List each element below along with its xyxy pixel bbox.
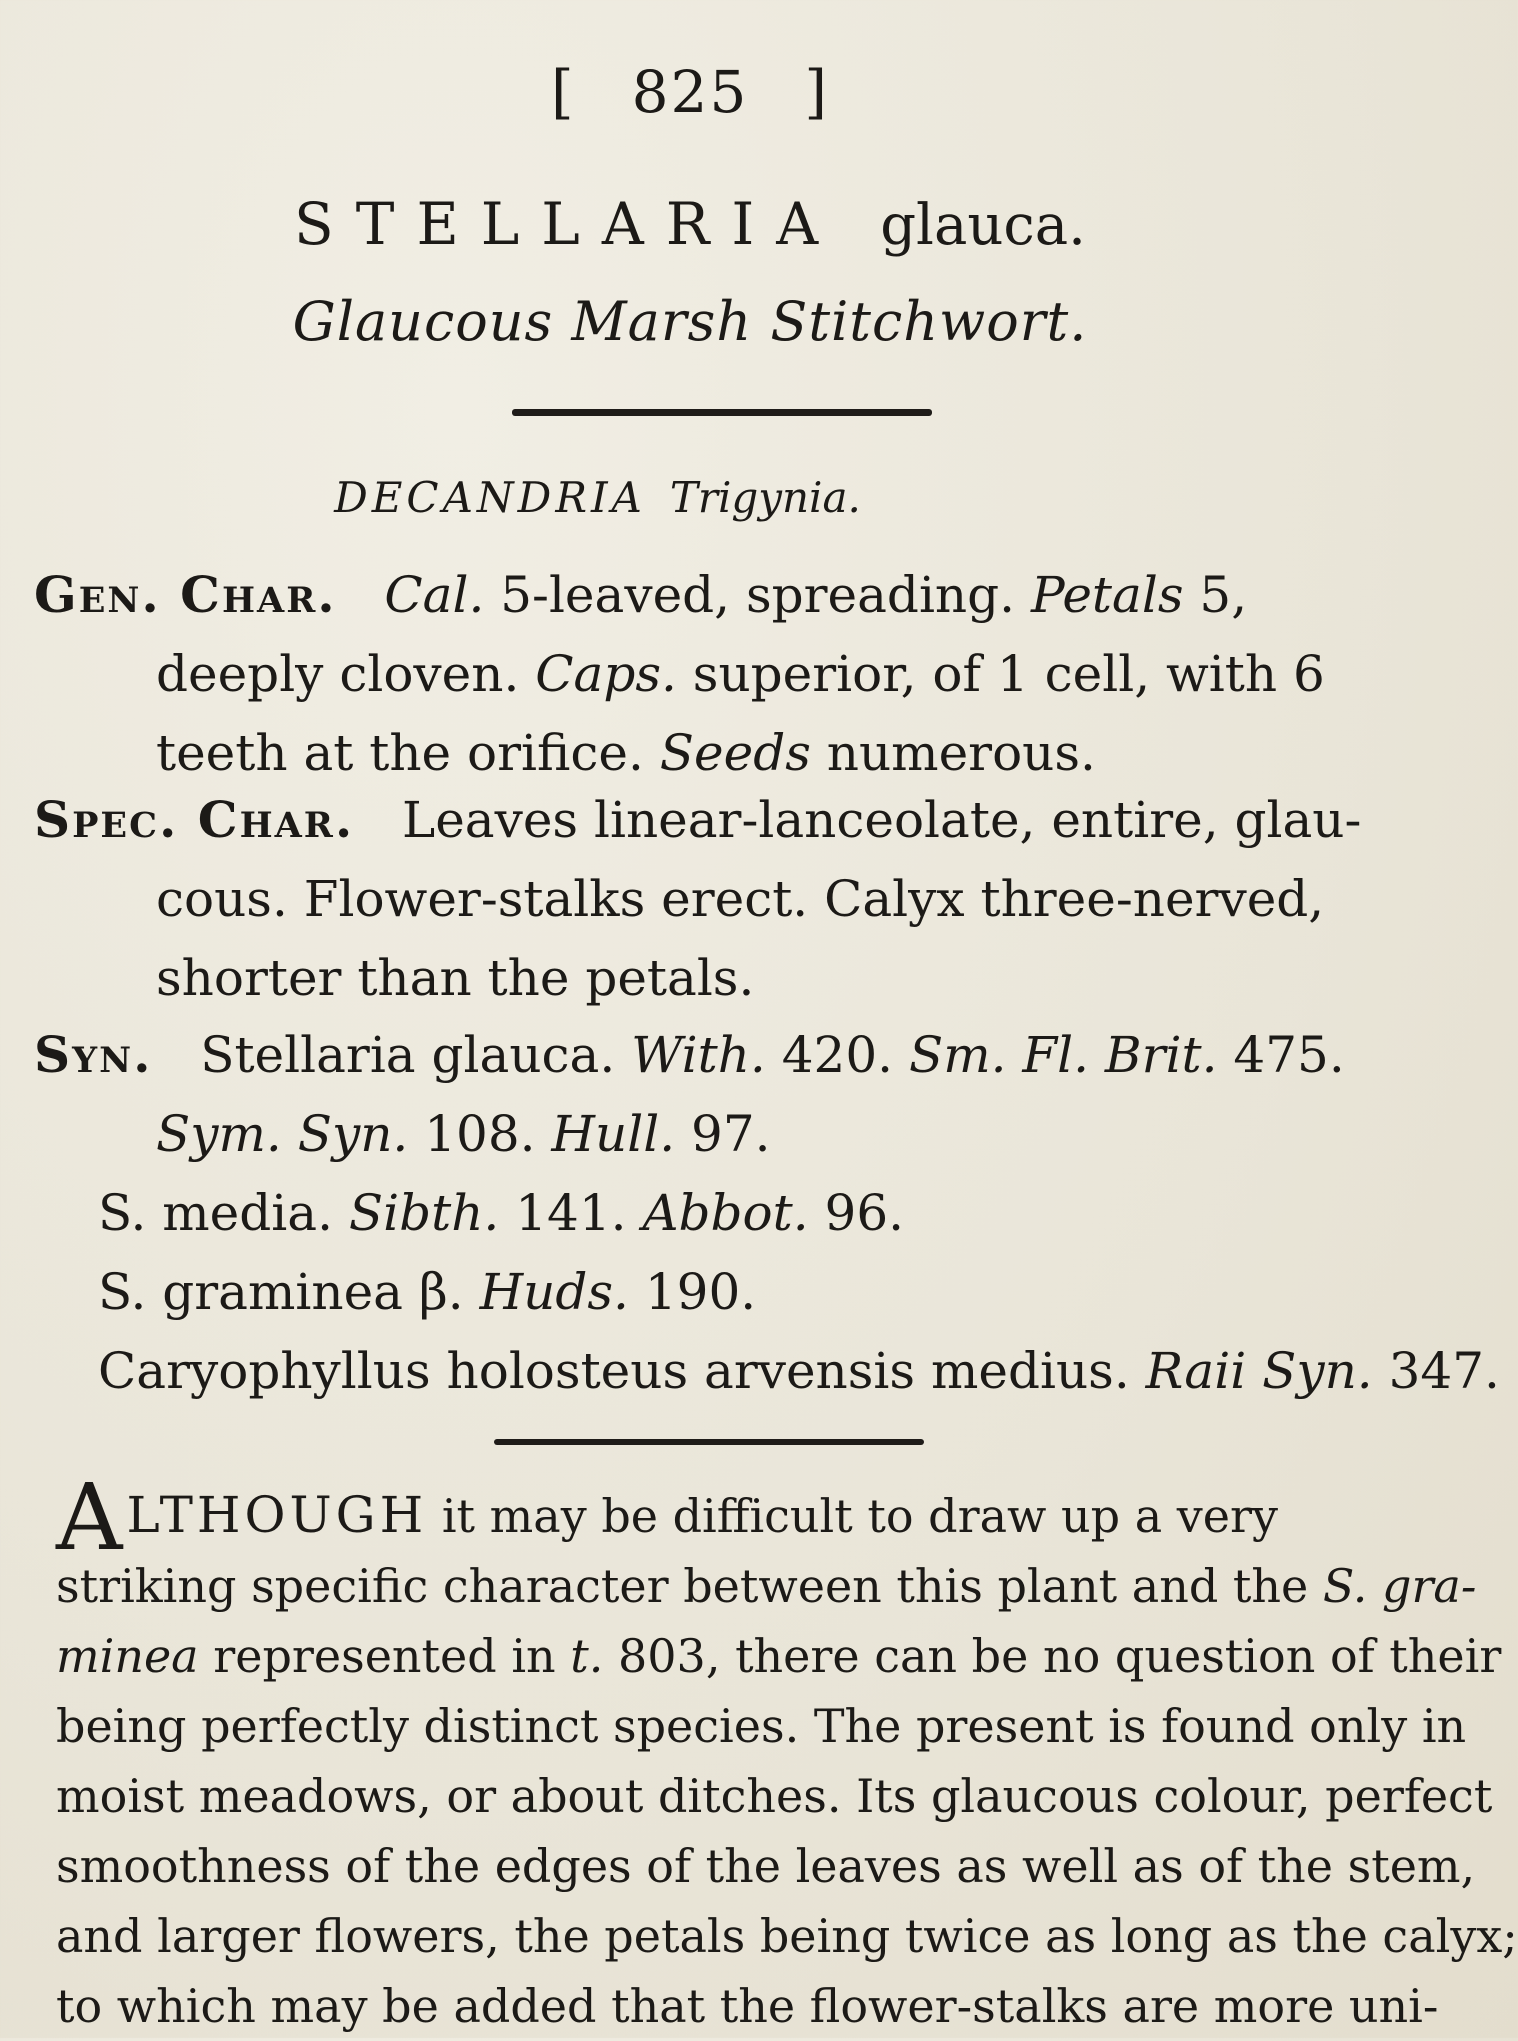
gen-char-line-3: teeth at the orifice. Seeds numerous.	[156, 724, 1096, 782]
specific-character	[34, 780, 1384, 1018]
body-line-5: moist meadows, or about ditches. Its glaucous colour, perfect	[56, 1769, 1493, 1823]
common-name: Glaucous Marsh Stitchwort.	[292, 290, 1088, 353]
gen-char-line-2: deeply cloven. Caps. superior, of 1 cell, with 6	[156, 645, 1325, 703]
species-epithet: glauca.	[880, 193, 1086, 258]
syn-label: Syn.	[34, 1025, 153, 1084]
page-number	[0, 58, 1380, 126]
body-line-6: smoothness of the edges of the leaves as well as of the stem,	[56, 1839, 1476, 1893]
description-text	[56, 1464, 1518, 2041]
spec-char-label: Spec. Char.	[34, 790, 355, 849]
synonyms	[34, 1015, 1500, 1411]
order-name: Trigynia.	[669, 473, 861, 522]
body-line-2: striking specific character between this plant and the S. gra-	[56, 1559, 1477, 1613]
generic-character	[34, 555, 1384, 793]
syn-line-2: Sym. Syn. 108. Hull. 97.	[156, 1105, 771, 1163]
gen-char-line-1: Gen. Char. Cal. 5-leaved, spreading. Petals 5,	[34, 565, 1248, 624]
gen-char-label: Gen. Char.	[34, 565, 337, 624]
class-name: DECANDRIA	[334, 473, 646, 522]
drop-cap: A	[56, 1464, 123, 1571]
syn-line-3: S. media. Sibth. 141. Abbot. 96.	[98, 1184, 905, 1242]
syn-line-5: Caryophyllus holosteus arvensis medius. Raii Syn. 347.	[98, 1342, 1500, 1400]
right-bracket: ]	[804, 58, 829, 126]
body-line-3: minea represented in t. 803, there can be no question of their	[56, 1629, 1502, 1683]
syn-line-4: S. graminea β. Huds. 190.	[98, 1263, 757, 1321]
genus-name: STELLARIA	[294, 190, 841, 258]
spec-char-line-1: Spec. Char. Leaves linear-lanceolate, entire, glau-	[34, 790, 1362, 849]
body-line-7: and larger flowers, the petals being twice as long as the calyx;	[56, 1909, 1518, 1963]
divider-rule-bottom	[494, 1439, 924, 1445]
left-bracket: [	[551, 58, 576, 126]
species-title	[0, 190, 1380, 258]
body-line-8: to which may be added that the flower-stalks are more uni-	[56, 1979, 1439, 2033]
divider-rule-top	[512, 409, 932, 416]
spec-char-line-2: cous. Flower-stalks erect. Calyx three-nerved,	[156, 870, 1325, 928]
spec-char-line-3: shorter than the petals.	[156, 949, 755, 1007]
body-line-1: ALTHOUGH it may be difficult to draw up a very	[56, 1464, 1278, 1571]
syn-line-1: Syn. Stellaria glauca. With. 420. Sm. Fl. Brit. 475.	[34, 1025, 1345, 1084]
page-number-value: 825	[631, 58, 749, 126]
body-line-4: being perfectly distinct species. The present is found only in	[56, 1699, 1467, 1753]
linnaean-classification	[0, 473, 1445, 522]
